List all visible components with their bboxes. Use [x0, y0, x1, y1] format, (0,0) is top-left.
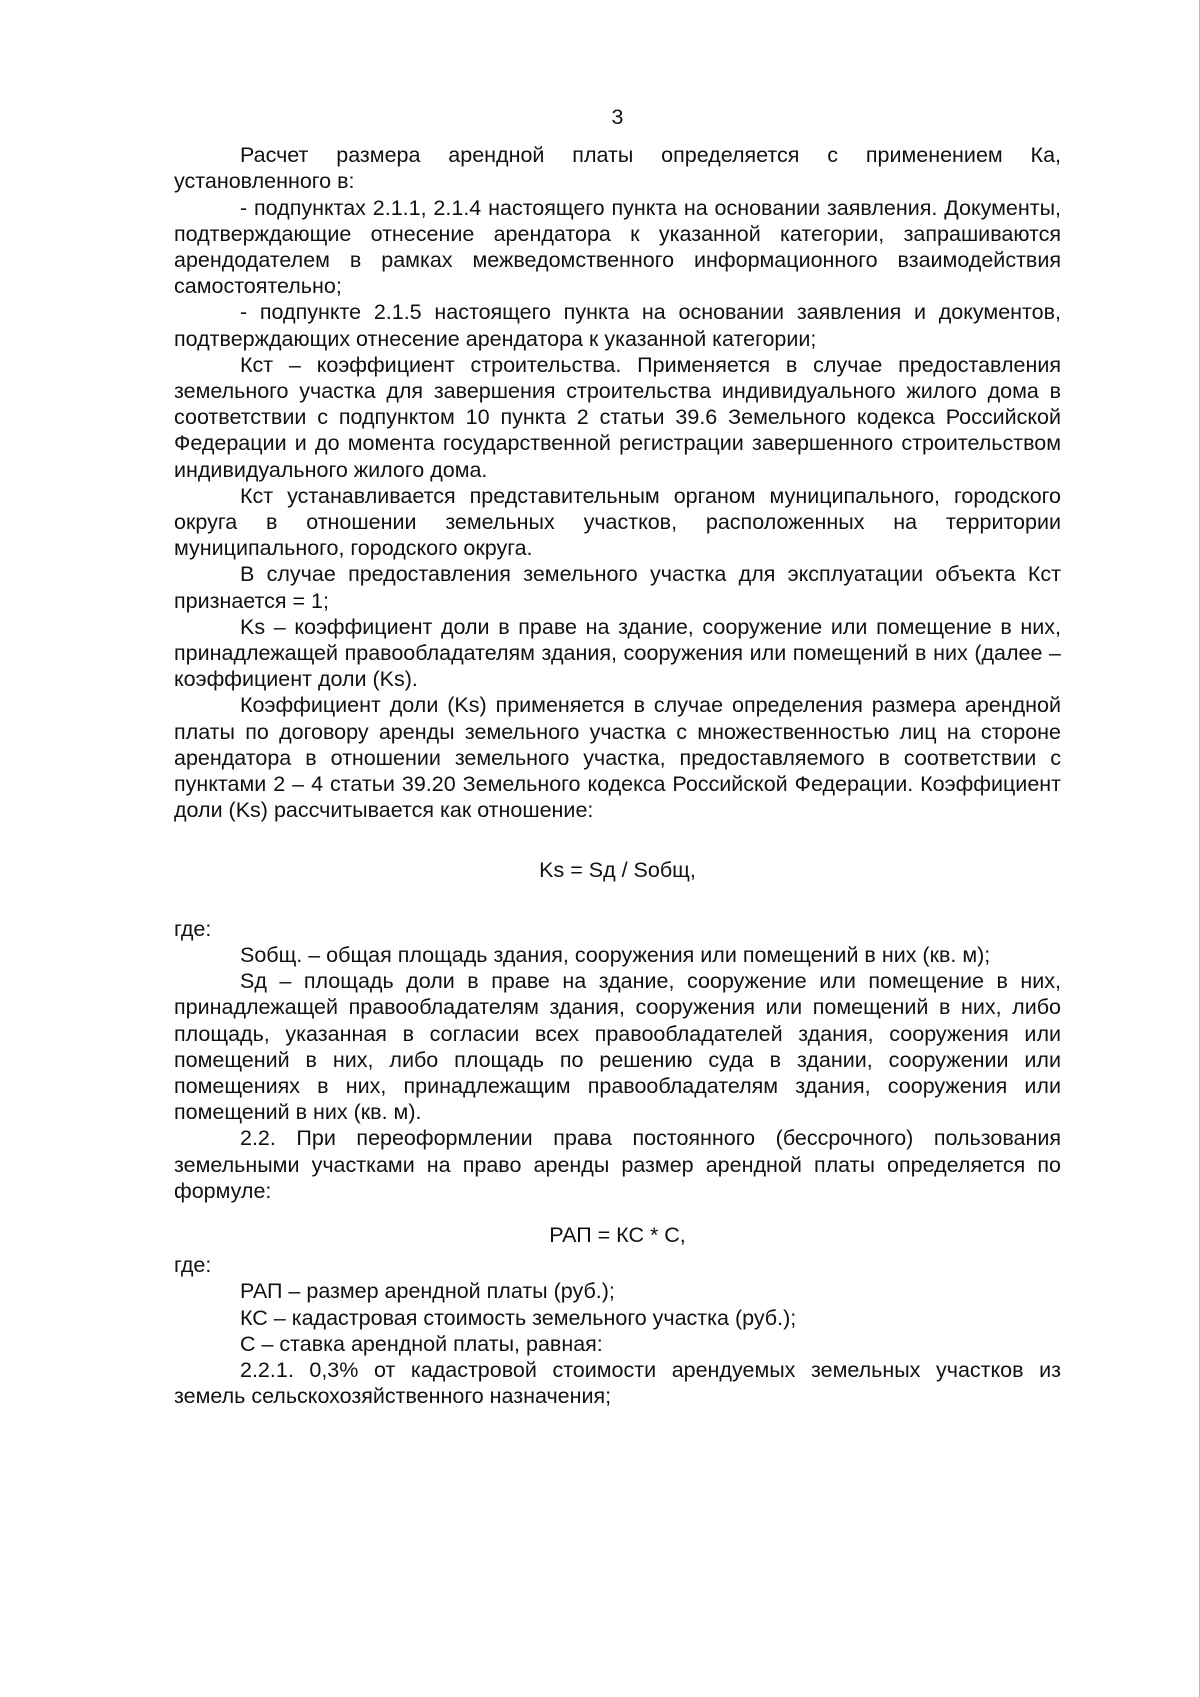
paragraph-rate: С – ставка арендной платы, равная:	[240, 1331, 603, 1356]
formula-ks: Ks = Sд / Sобщ,	[539, 858, 696, 883]
paragraph-s-share: Sд – площадь доли в праве на здание, сооружение или помещение в них, принадлежащей правообладателям здания, сооружения или помещений в них, либо площадь, указанная в согласии всех правообладателей здания, сооружения или помещений в них, либо площадь по решению суда в здании, сооружении или помещениях в них, принадлежащим правообладателям здания, сооружения или помещений в них (кв. м).	[174, 969, 1061, 1125]
document-page	[174, 104, 1061, 1409]
paragraph-kst-established: Кст устанавливается представительным органом муниципального, городского округа в отношении земельных участков, расположенных на территории муниципального, городского округа.	[174, 483, 1061, 561]
paragraph-ks-definition: Ks – коэффициент доли в праве на здание, сооружение или помещение в них, принадлежащей правообладателям здания, сооружения или помещений в них (далее – коэффициент доли (Ks).	[174, 614, 1061, 692]
paragraph-rap-definition: РАП – размер арендной платы (руб.);	[240, 1279, 615, 1304]
paragraph-ks-application: Коэффициент доли (Ks) применяется в случае определения размера арендной платы по договору аренды земельного участка с множественностью лиц на стороне арендатора в отношении земельного участка, предоставляемого в соответствии с пунктами 2 – 4 статьи 39.20 Земельного кодекса Российской Федерации. Коэффициент доли (Ks) рассчитывается как отношение:	[174, 693, 1061, 823]
paragraph-kst-definition: Кст – коэффициент строительства. Применяется в случае предоставления земельного участка для завершения строительства индивидуального жилого дома в соответствии с подпунктом 10 пункта 2 статьи 39.6 Земельного кодекса Российской Федерации и до момента государственной регистрации завершенного строительством индивидуального жилого дома.	[174, 352, 1061, 482]
paragraph-ka-intro: Расчет размера арендной платы определяется с применением Ка, установленного в:	[174, 143, 1061, 194]
paragraph-subitems-2-1-1: - подпунктах 2.1.1, 2.1.4 настоящего пункта на основании заявления. Документы, подтверждающие отнесение арендатора к указанной категории, запрашиваются арендодателем в рамках межведомственного информационного взаимодействия самостоятельно;	[174, 195, 1061, 299]
paragraph-ks-cadastral: КС – кадастровая стоимость земельного участка (руб.);	[240, 1305, 797, 1330]
formula-rap: РАП = КС * С,	[549, 1222, 686, 1247]
paragraph-section-2-2: 2.2. При переоформлении права постоянного (бессрочного) пользования земельными участками на право аренды размер арендной платы определяется по формуле:	[174, 1126, 1061, 1203]
where-label-1: где:	[174, 916, 212, 941]
paragraph-s-total: Sобщ. – общая площадь здания, сооружения или помещений в них (кв. м);	[240, 942, 991, 967]
paragraph-subitem-2-1-5: - подпункте 2.1.5 настоящего пункта на основании заявления и документов, подтверждающих отнесение арендатора к указанной категории;	[174, 300, 1061, 351]
where-label-2: где:	[174, 1253, 212, 1278]
paragraph-section-2-2-1: 2.2.1. 0,3% от кадастровой стоимости арендуемых земельных участков из земель сельскохозяйственного назначения;	[174, 1357, 1061, 1409]
page-number: 3	[611, 105, 624, 129]
paragraph-kst-equals-one: В случае предоставления земельного участка для эксплуатации объекта Кст признается = 1;	[174, 562, 1061, 613]
